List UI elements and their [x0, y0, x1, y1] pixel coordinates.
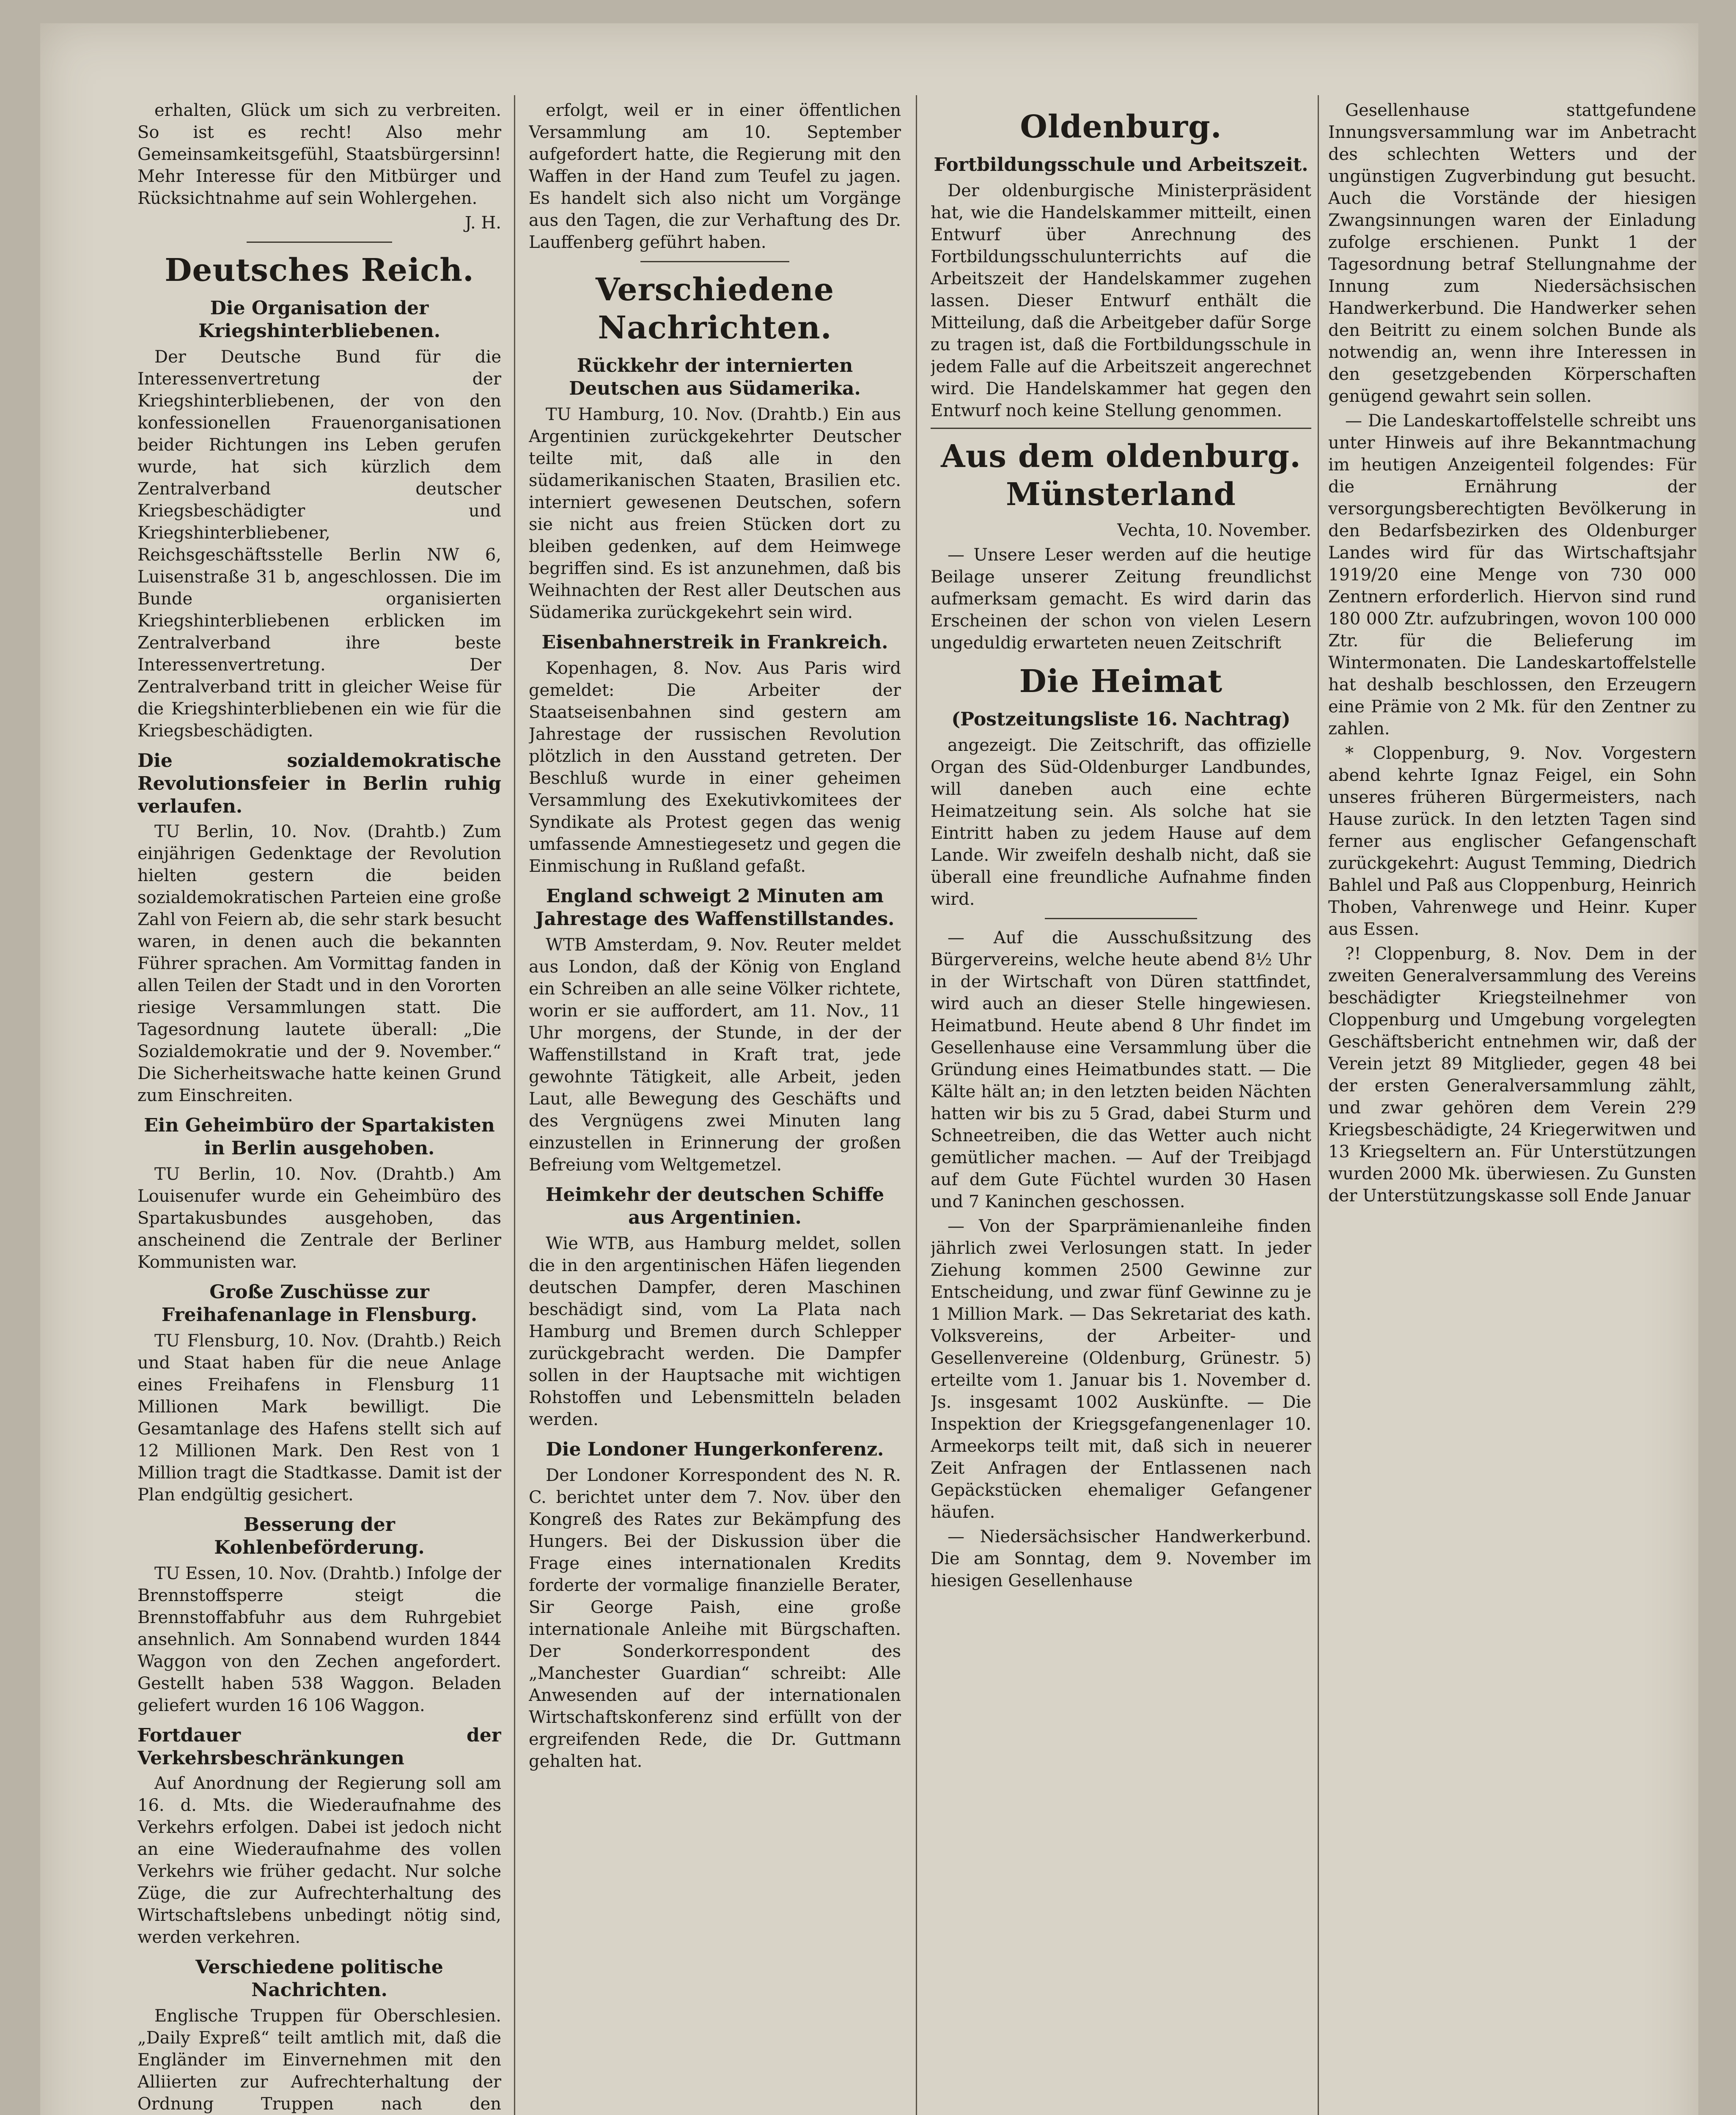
section-title: Oldenburg. — [1020, 109, 1222, 145]
article-body: — Von der Sparprämienanleihe finden jährlich zwei Verlosungen statt. In jeder Ziehung kommen 2500 Gewinne zur Entscheidung, und zwar fünf Gewinne zu je 1 Million Mark. — Das Sekretariat des kath. Volksvereins, der Arbeiter- und Gesellenvereine (Oldenburg, Grünestr. 5) erteilte vom 1. Januar bis 1. November d. Js. insgesamt 1002 Auskünfte. — Die Inspektion der Kriegsgefangenenlager 10. Armeekorps teilt mit, daß sich in neuerer Zeit Anfragen der Entlassenen nach Gepäckstücken ehemaliger Gefangener häufen. — [931, 1217, 1311, 1522]
article-body: — Die Landeskartoffelstelle schreibt uns unter Hinweis auf ihre Bekanntmachung im heutigen Anzeigenteil folgendes: Für die Ernährung der versorgungsberechtigten Bevölkerung in den Bedarfsbezirken des Oldenburger Landes wird für das Wirtschaftsjahr 1919/20 eine Menge von 730 000 Zentnern erforderlich. Hiervon sind rund 180 000 Ztr. aufzubringen, wovon 100 000 Ztr. für die Belieferung im Wintermonaten. Die Landeskartoffelstelle hat deshalb beschlossen, den Erzeugern eine Prämie von 2 Mk. für den Zentner zu zahlen. — [1328, 411, 1696, 739]
article-body: TU Berlin, 10. Nov. (Drahtb.) Am Louisenufer wurde ein Geheimbüro des Spartakusbundes ausgehoben, das anscheinend die Zentrale der Berliner Kommunisten war. — [137, 1165, 501, 1272]
column-rule — [514, 95, 515, 2115]
section-title: Aus dem oldenburg. Münsterland — [941, 438, 1301, 513]
divider — [1045, 918, 1197, 919]
intro-signature: J. H. — [465, 213, 501, 233]
article-title: Die Londoner Hungerkonferenz. — [546, 1439, 884, 1460]
article-title: Große Zuschüsse zur Freihafenanlage in Flensburg. — [161, 1281, 478, 1326]
article-title: England schweigt 2 Minuten am Jahrestage des Waffenstillstandes. — [535, 885, 895, 930]
article-body: TU Flensburg, 10. Nov. (Drahtb.) Reich und Staat haben für die neue Anlage eines Freihafens in Flensburg 11 Millionen Mark bewilligt. Die Gesamtanlage des Hafens stellt sich auf 12 Millionen Mark. Den Rest von 1 Million tragt die Stadtkasse. Damit ist der Plan endgültig gesichert. — [137, 1331, 501, 1505]
magazine-title: Die Heimat — [1019, 663, 1223, 700]
article-body: ?! Cloppenburg, 8. Nov. Dem in der zweiten Generalversammlung des Vereins beschädigter Kriegsteilnehmer von Cloppenburg und Umgebung vorgelegten Geschäftsbericht entnehmen wir, daß der Verein jetzt 89 Mitglieder, gegen 48 bei der ersten Generalversammlung zählt, und zwar gehören dem Verein 2?9 Kriegsbeschädigte, 24 Kriegerwitwen und 13 Kriegseltern an. Für Unterstützungen wurden 2000 Mk. überwiesen. Zu Gunsten der Unterstützungskasse soll Ende Januar — [1328, 944, 1696, 1206]
column-4 — [1328, 99, 1696, 2115]
article-body: TU Hamburg, 10. Nov. (Drahtb.) Ein aus Argentinien zurückgekehrter Deutscher teilte mit, daß alle in den südamerikanischen Staaten, Brasilien etc. interniert gewesenen Deutschen, sofern sie nicht aus freien Stücken dort zu bleiben gedenken, auf dem Heimwege begriffen sind. Es ist anzunehmen, daß bis Weihnachten der Rest aller Deutschen aus Südamerika zurückgekehrt sein wird. — [529, 405, 901, 622]
article-body: TU Berlin, 10. Nov. (Drahtb.) Zum einjährigen Gedenktage der Revolution hielten gestern die beiden sozialdemokratischen Parteien eine große Zahl von Feiern ab, die sehr stark besucht waren, in denen auch die bekannten Führer sprachen. Am Vormittag fanden in allen Teilen der Stadt und in den Vororten riesige Versammlungen statt. Die Tagesordnung lautete überall: „Die Sozialdemokratie und der 9. November.“ Die Sicherheitswache hatte keinen Grund zum Einschreiten. — [137, 822, 501, 1105]
article-title: Die Organisation der Kriegshinterbliebenen. — [198, 297, 441, 342]
column-rule — [916, 95, 917, 2115]
article-body: Der oldenburgische Ministerpräsident hat, wie die Handelskammer mitteilt, einen Entwurf über Anrechnung des Fortbildungsschulunterrichts auf die Arbeitszeit der Handelskammer zugehen lassen. Dieser Entwurf enthält die Mitteilung, daß die Arbeitgeber dafür Sorge zu tragen ist, daß die Fortbildungsschule in jedem Falle auf die Arbeitszeit angerechnet wird. Die Handelskammer hat gegen den Entwurf noch keine Stellung genommen. — [931, 181, 1311, 420]
article-body: Auf Anordnung der Regierung soll am 16. d. Mts. die Wiederaufnahme des Verkehrs erfolgen. Dabei ist jedoch nicht an eine Wiederaufnahme des vollen Verkehrs wie früher gedacht. Nur solche Züge, die zur Aufrechterhaltung des Wirtschaftslebens unbedingt nötig sind, werden verkehren. — [137, 1774, 501, 1947]
article-body: Der Londoner Korrespondent des N. R. C. berichtet unter dem 7. Nov. über den Kongreß des Rates zur Bekämpfung des Hungers. Bei der Diskussion über die Frage eines internationalen Kredits forderte der vormalige finanzielle Berater, Sir George Paish, eine große internationale Anleihe mit Bürgschaften. Der Sonderkorrespondent des „Manchester Guardian“ schreibt: Alle Anwesenden auf der internationalen Wirtschaftskonferenz sind erfüllt von der ergreifenden Rede, die Dr. Guttmann gehalten hat. — [529, 1466, 901, 1771]
article-body: TU Essen, 10. Nov. (Drahtb.) Infolge der Brennstoffsperre steigt die Brennstoffabfuhr aus dem Ruhrgebiet ansehnlich. Am Sonnabend wurden 1844 Waggon von den Zechen angefordert. Gestellt haben 538 Waggon. Beladen geliefert wurden 16 106 Waggon. — [137, 1564, 501, 1715]
article-body: Kopenhagen, 8. Nov. Aus Paris wird gemeldet: Die Arbeiter der Staatseisenbahnen sind gestern am Jahrestage der russischen Revolution plötzlich in den Ausstand getreten. Der Beschluß wurde in einer geheimen Versammlung des Exekutivkomitees der Syndikate als Protest gegen das wenig umfassende Amnestiegesetz und gegen die Einmischung in Rußland gefaßt. — [529, 659, 901, 876]
section-title: Verschiedene Nachrichten. — [595, 272, 835, 346]
article-subtitle: (Postzeitungsliste 16. Nachtrag) — [951, 709, 1291, 730]
article-title: Fortbildungsschule und Arbeitszeit. — [934, 154, 1308, 176]
article-body: * Cloppenburg, 9. Nov. Vorgestern abend kehrte Ignaz Feigel, ein Sohn unseres früheren Bürgermeisters, nach Hause zurück. In den letzten Tagen sind ferner aus englischer Gefangenschaft zurückgekehrt: August Temming, Diedrich Bahlel und Paß aus Cloppenburg, Heinrich Thoben, Vahrenwege und Heinr. Kuper aus Essen. — [1328, 744, 1696, 939]
article-body: angezeigt. Die Zeitschrift, das offizielle Organ des Süd-Oldenburger Landbundes, will daneben auch eine echte Heimatzeitung sein. Als solche hat sie Eintritt haben zu jedem Hause auf dem Lande. Wir zweifeln deshalb nicht, daß sie überall eine freundliche Aufnahme finden wird. — [931, 736, 1311, 909]
article-body: Der Deutsche Bund für die Interessenvertretung der Kriegshinterbliebenen, der von den konfessionellen Frauenorganisationen beider Richtungen ins Leben gerufen wurde, hat sich kürzlich dem Zentralverband deutscher Kriegsbeschädigter und Kriegshinterbliebener, Reichsgeschäftsstelle Berlin NW 6, Luisenstraße 31 b, angeschlossen. Die im Bunde organisierten Kriegshinterbliebenen erblicken im Zentralverband ihre beste Interessenvertretung. Der Zentralverband tritt in gleicher Weise für die Kriegshinterbliebenen ein wie für die Kriegsbeschädigten. — [137, 347, 501, 741]
article-title: Rückkehr der internierten Deutschen aus Südamerika. — [569, 355, 861, 399]
intro-text: erhalten, Glück um sich zu verbreiten. So ist es recht! Also mehr Gemeinsamkeitsgefühl, Staatsbürgersinn! Mehr Interesse für den Mitbürger und Rücksichtnahme auf sein Wohlergehen. — [137, 101, 501, 208]
article-title: Heimkehr der deutschen Schiffe aus Argentinien. — [545, 1184, 884, 1228]
dateline: Vechta, 10. November. — [1117, 521, 1311, 540]
article-title: Verschiedene politische Nachrichten. — [195, 1956, 443, 2001]
intro-text: erfolgt, weil er in einer öffentlichen Versammlung am 10. September aufgefordert hatte, die Regierung mit den Waffen in der Hand zum Teufel zu jagen. Es handelt sich also nicht um Vorgänge aus den Tagen, die zur Verhaftung des Dr. Lauffenberg geführt haben. — [529, 101, 901, 252]
column-3 — [931, 99, 1311, 2115]
column-rule — [1318, 95, 1319, 2115]
article-title: Die sozialdemokratische Revolutionsfeier in Berlin ruhig verlaufen. — [137, 750, 501, 817]
article-title: Besserung der Kohlenbeförderung. — [214, 1514, 425, 1558]
article-body: Gesellenhause stattgefundene Innungsversammlung war im Anbetracht des schlechten Wetters und der ungünstigen Zugverbindung gut besucht. Auch die Vorstände der hiesigen Zwangsinnungen waren der Einladung zufolge erschienen. Punkt 1 der Tagesordnung betraf Stellungnahme der Innung zum Niedersächsischen Handwerkerbund. Die Handwerker sehen den Beitritt zu einem solchen Bunde als notwendig an, wenn ihre Interessen in den gesetzgebenden Körperschaften genügend gewahrt sein sollen. — [1328, 101, 1696, 406]
article-title: Fortdauer der Verkehrsbeschränkungen — [137, 1725, 501, 1769]
article-body: — Auf die Ausschußsitzung des Bürgervereins, welche heute abend 8½ Uhr in der Wirtschaft von Düren stattfindet, wird auch an dieser Stelle hingewiesen. Heimatbund. Heute abend 8 Uhr findet im Gesellenhause eine Versammlung über die Gründung eines Heimatbundes statt. — Die Kälte hält an; in den letzten beiden Nächten hatten wir bis zu 5 Grad, dabei Sturm und Schneetreiben, die das Wetter auch nicht gemütlicher machen. — Auf der Treibjagd auf dem Gute Füchtel wurden 30 Hasen und 7 Kaninchen geschossen. — [931, 928, 1311, 1211]
divider — [247, 242, 392, 243]
column-1 — [137, 99, 501, 2115]
article-body: Wie WTB, aus Hamburg meldet, sollen die in den argentinischen Häfen liegenden deutschen Dampfer, deren Maschinen beschädigt sind, vom La Plata nach Hamburg und Bremen durch Schlepper zurückgebracht werden. Die Dampfer sollen in der Hauptsache mit wichtigen Rohstoffen und Lebensmitteln beladen werden. — [529, 1234, 901, 1429]
article-body: Englische Truppen für Oberschlesien. „Daily Expreß“ teilt amtlich mit, daß die Engländer im Einvernehmen mit den Alliierten zur Aufrechterhaltung der Ordnung Truppen nach den — [137, 2006, 501, 2114]
newspaper-page — [40, 23, 1698, 2115]
divider — [640, 261, 789, 262]
article-body: WTB Amsterdam, 9. Nov. Reuter meldet aus London, daß der König von England ein Schreiben an alle seine Völker richtete, worin er sie auffordert, am 11. Nov., 11 Uhr morgens, der Stunde, in der der Waffenstillstand in Kraft trat, jede gewohnte Tätigkeit, alle Arbeit, jeden Laut, alle Bewegung des Geschäfts und des Vergnügens zwei Minuten lang einzustellen in Erinnerung der großen Befreiung vom Weltgemetzel. — [529, 935, 901, 1175]
divider — [931, 428, 1311, 429]
section-title: Deutsches Reich. — [165, 252, 474, 288]
article-title: Ein Geheimbüro der Spartakisten in Berlin ausgehoben. — [144, 1115, 495, 1159]
article-title: Eisenbahnerstreik in Frankreich. — [541, 632, 888, 653]
article-body: — Unsere Leser werden auf die heutige Beilage unserer Zeitung freundlichst aufmerksam gemacht. Es wird darin das Erscheinen der schon von vielen Lesern ungeduldig erwarteten neuen Zeitschrift — [931, 545, 1311, 653]
article-body: — Niedersächsischer Handwerkerbund. Die am Sonntag, dem 9. November im hiesigen Gesellenhause — [931, 1527, 1311, 1590]
column-2 — [529, 99, 901, 2115]
